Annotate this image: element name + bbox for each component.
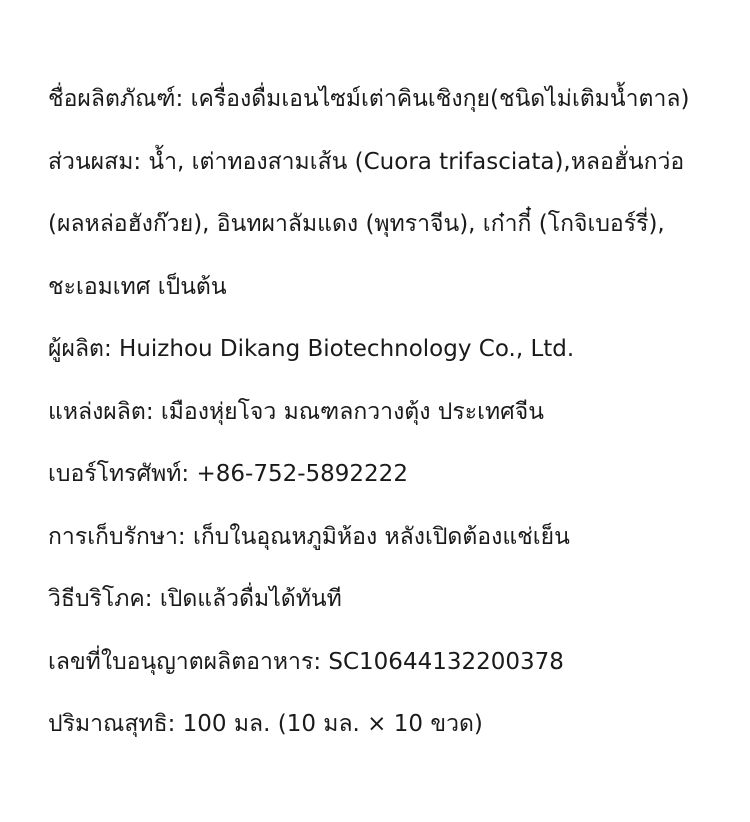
net-volume-line: ปริมาณสุทธิ: 100 มล. (10 มล. × 10 ขวด): [48, 711, 483, 737]
usage-line: วิธีบริโภค: เปิดแล้วดื่มได้ทันที: [48, 586, 342, 612]
ingredients-line-1: ส่วนผสม: น้ำ, เต่าทองสามเส้น (Cuora trifasciata),หลอฮั่นกว่อ: [48, 148, 685, 175]
product-name-line: ชื่อผลิตภัณฑ์: เครื่องดื่มเอนไซม์เต่าคินเชิงกุย(ชนิดไม่เติมน้ำตาล): [48, 86, 690, 112]
license-line: เลขที่ใบอนุญาตผลิตอาหาร: SC10644132200378: [48, 648, 564, 675]
ingredients-line-2: (ผลหล่อฮังก๊วย), อินทผาลัมแดง (พุทราจีน), เก๋ากี๋ (โกจิเบอร์รี่),: [48, 211, 665, 237]
storage-line: การเก็บรักษา: เก็บในอุณหภูมิห้อง หลังเปิดต้องแช่เย็น: [48, 523, 570, 550]
product-label-text: [48, 78, 708, 766]
ingredients-line-3: ชะเอมเทศ เป็นต้น: [48, 273, 227, 300]
phone-line: เบอร์โทรศัพท์: +86-752-5892222: [48, 461, 408, 487]
origin-line: แหล่งผลิต: เมืองหุ่ยโจว มณฑลกวางตุ้ง ประเทศจีน: [48, 398, 544, 425]
manufacturer-line: ผู้ผลิต: Huizhou Dikang Biotechnology Co., Ltd.: [48, 336, 575, 362]
